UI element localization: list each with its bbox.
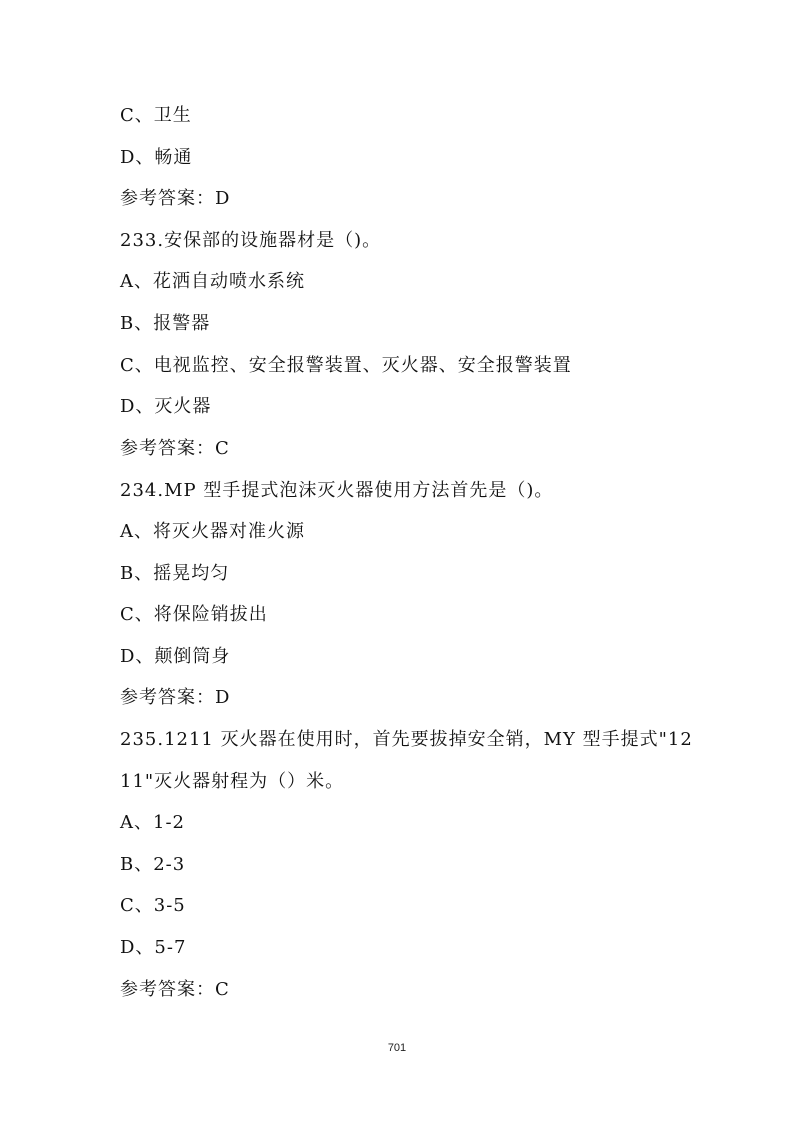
answer-line: 参考答案：C [120, 438, 230, 459]
option-d: D、5-7 [120, 937, 187, 958]
answer-line: 参考答案：D [120, 687, 231, 708]
option-d: D、灭火器 [120, 396, 212, 417]
option-d: D、畅通 [120, 147, 193, 168]
answer-line: 参考答案：D [120, 188, 231, 209]
option-c: C、卫生 [120, 105, 192, 126]
option-b: B、2-3 [120, 854, 186, 875]
answer-line: 参考答案：C [120, 979, 230, 1000]
option-c: C、电视监控、安全报警装置、灭火器、安全报警装置 [120, 355, 572, 376]
option-d: D、颠倒筒身 [120, 646, 231, 667]
question-234: 234.MP 型手提式泡沫灭火器使用方法首先是（)。 [120, 480, 554, 501]
option-c: C、将保险销拔出 [120, 604, 268, 625]
question-235: 235.1211 灭火器在使用时，首先要拔掉安全销，MY 型手提式"12 [120, 729, 693, 750]
page-number: 701 [387, 1042, 407, 1054]
option-b: B、报警器 [120, 313, 211, 334]
option-a: A、1-2 [120, 812, 185, 833]
question-235-continued: 11"灭火器射程为（）米。 [120, 771, 345, 792]
option-c: C、3-5 [120, 895, 186, 916]
option-b: B、摇晃均匀 [120, 563, 230, 584]
question-233: 233.安保部的设施器材是（)。 [120, 230, 382, 251]
option-a: A、将灭火器对准火源 [120, 521, 305, 542]
option-a: A、花洒自动喷水系统 [120, 271, 305, 292]
